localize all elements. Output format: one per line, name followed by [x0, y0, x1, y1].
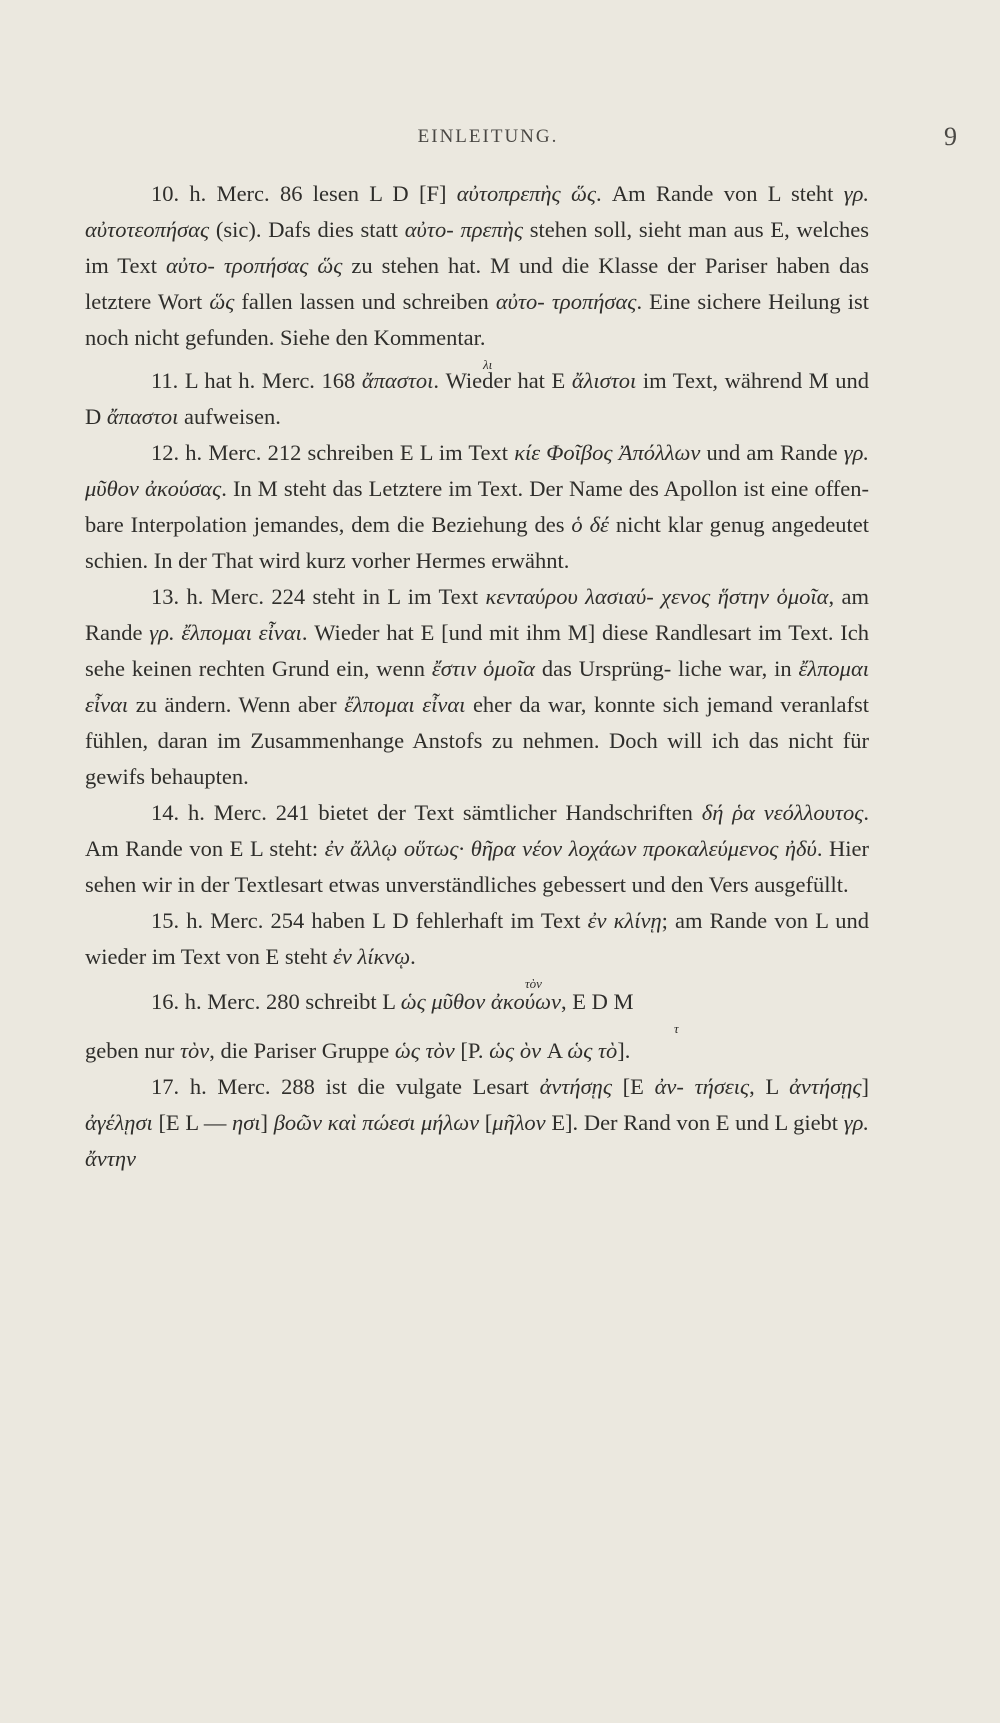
greek-text: ὡς ὸν: [489, 1038, 542, 1063]
text-segment: 15. h. Merc. 254 haben L D fehlerhaft im Text: [151, 908, 588, 933]
greek-text: τροπήσας ὥς: [223, 253, 343, 278]
text-segment: aufweisen.: [178, 404, 281, 429]
greek-text: μῆλον: [492, 1110, 546, 1135]
greek-text: εἶναι: [422, 692, 466, 717]
text-segment: eher da war, konnte sich jemand veranlafst fühlen,: [85, 692, 869, 753]
greek-text: ὁ δέ: [571, 512, 609, 537]
greek-text: ἀν-: [654, 1074, 684, 1099]
text-segment: [E: [611, 1074, 655, 1099]
text-segment: . Wieder hat: [301, 620, 414, 645]
interlinear-correction: τ: [674, 1021, 679, 1036]
text-segment: , die Pariser Gruppe: [209, 1038, 395, 1063]
greek-text: δή ῥα νεόλλουτος: [701, 800, 864, 825]
body-text: [85, 176, 869, 1177]
greek-text: αὐτο-: [404, 217, 454, 242]
greek-text: ἔλπομαι εἶναι: [85, 656, 870, 717]
greek-text: μήλων: [421, 1110, 480, 1135]
text-segment: E]. Der Rand von E und L giebt: [545, 1110, 844, 1135]
greek-text: τὸν: [179, 1038, 210, 1063]
text-segment: das Ursprüng-: [534, 656, 672, 681]
text-segment: [P.: [454, 1038, 490, 1063]
paragraph: [85, 1069, 869, 1177]
text-segment: , am Rande: [85, 584, 869, 645]
text-segment: fallen lassen und schreiben: [234, 289, 496, 314]
text-segment: 14. h. Merc. 241 bietet der Text sämtlicher Handschriften: [151, 800, 693, 825]
text-segment: 12. h. Merc. 212 schreiben E L im Text: [151, 440, 515, 465]
text-segment: von L steht: [723, 181, 844, 206]
text-segment: 16. h. Merc. 280 schreibt L: [151, 989, 401, 1014]
text-segment: stehen soll, sieht man aus E, welches im Text: [85, 217, 869, 278]
greek-text: τήσεις: [694, 1074, 750, 1099]
greek-text: ἄπαστοι: [361, 368, 434, 393]
greek-text: αὐτο-: [495, 289, 545, 314]
text-segment: ]: [260, 1110, 274, 1135]
text-segment: zu ändern. Wenn aber: [128, 692, 345, 717]
text-segment: [E L —: [152, 1110, 233, 1135]
text-segment: der Textlesart etwas unverständliches gebessert und den Vers: [200, 872, 749, 897]
text-segment: liche war, in: [678, 656, 799, 681]
paragraph: [85, 435, 869, 579]
text-segment: ;: [661, 908, 668, 933]
greek-text: γρ. μῦθον ἀκούσας: [85, 440, 870, 501]
text-segment: ]: [861, 1074, 869, 1099]
greek-text: ἀντήσῃς: [539, 1074, 612, 1099]
greek-text: γρ. αὐτοτεοπήσας: [85, 181, 870, 242]
text-segment: . Eine sichere Heilung ist noch nicht gefunden.: [85, 289, 869, 350]
greek-text: ἀντήσῃς: [789, 1074, 862, 1099]
interlinear-correction: τὸν: [525, 976, 542, 991]
text-segment: am Rande von L und wieder im Text von E steht: [85, 908, 869, 969]
greek-text: αὐτο-: [165, 253, 215, 278]
greek-text: ἐν κλίνῃ: [587, 908, 662, 933]
interlinear-correction: λι: [483, 357, 493, 372]
text-segment: ].: [617, 1038, 631, 1063]
text-segment: E [und mit ihm M] diese Randlesart im Text. Ich sehe: [85, 620, 870, 681]
text-segment: , E D M: [560, 989, 634, 1014]
text-segment: . Wieder hat E: [433, 368, 572, 393]
greek-text: ἀγέλῃσι: [85, 1110, 153, 1135]
text-segment: 17. h. Merc. 288 ist die vulgate Lesart: [151, 1074, 540, 1099]
paragraph: [85, 795, 869, 903]
text-segment: Siehe den Kommentar.: [279, 325, 486, 350]
text-segment: daran im Zusammenhange Anstofs zu nehmen. Doch will: [157, 728, 703, 753]
greek-text: Ἀπόλλων: [618, 440, 701, 465]
text-segment: das Letztere im Text. Der Name des Apollon ist eine offen-: [332, 476, 870, 501]
greek-text: ὡς τὸν: [394, 1038, 455, 1063]
paragraph: [85, 579, 869, 795]
text-segment: im Text, während M und D: [85, 368, 869, 429]
text-segment: und am Rande: [700, 440, 844, 465]
greek-text: αὐτοπρεπὴς ὥς: [456, 181, 596, 206]
greek-text: γρ. ἄντην: [85, 1110, 869, 1171]
greek-text: ησι: [232, 1110, 261, 1135]
paragraph: [85, 903, 869, 975]
text-segment: 13. h. Merc. 224 steht in L im Text: [151, 584, 486, 609]
greek-text: γρ. ἔλπομαι εἶναι: [149, 620, 302, 645]
text-segment: keinen rechten Grund ein, wenn: [131, 656, 432, 681]
greek-text: ὡς τὸ: [567, 1038, 618, 1063]
text-segment: ich das nicht für gewifs behaupten.: [85, 728, 869, 789]
greek-text: κενταύρου λασιαύ-: [485, 584, 654, 609]
greek-text: βοῶν καὶ πώεσι: [273, 1110, 416, 1135]
page-number: 9: [944, 122, 957, 151]
text-segment: . Am Rande von E L steht:: [85, 800, 869, 861]
text-segment: nicht klar genug angedeutet schien. In der That wird kurz: [85, 512, 869, 573]
greek-text: ἔστιν ὁμοῖα: [431, 656, 535, 681]
text-segment: bare Interpolation jemandes, dem die Beziehung des: [85, 512, 572, 537]
paragraph: [85, 363, 869, 435]
text-segment: . Hier sehen wir in: [85, 836, 870, 897]
text-segment: geben nur: [85, 1038, 180, 1063]
greek-text: ἔλπομαι: [344, 692, 415, 717]
text-segment: 11. L hat h. Merc. 168: [151, 368, 362, 393]
text-segment: vorher Hermes erwähnt.: [351, 548, 570, 573]
text-segment: ausgefüllt.: [754, 872, 849, 897]
greek-text: χενος ἥστην ὁμοῖα: [661, 584, 829, 609]
running-header: EINLEITUNG.: [417, 126, 559, 147]
greek-text: πρεπὴς: [460, 217, 523, 242]
greek-text: ὡς μῦθον ἀκούων: [400, 989, 561, 1014]
text-segment: (sic). Dafs dies statt: [209, 217, 405, 242]
text-segment: A: [541, 1038, 568, 1063]
greek-text: κίε Φοῖβος: [514, 440, 613, 465]
paragraph: [85, 176, 869, 356]
text-segment: . Am Rande: [596, 181, 714, 206]
greek-text: θῆρα νέον λοχάων προκαλεύμενος ἠδύ: [470, 836, 817, 861]
text-segment: 10. h. Merc. 86 lesen L D [F]: [151, 181, 457, 206]
greek-text: ὥς: [209, 289, 235, 314]
greek-text: ἐν ἄλλῳ οὕτως·: [324, 836, 465, 861]
greek-text: ἄπαστοι: [106, 404, 179, 429]
text-segment: [: [479, 1110, 493, 1135]
text-segment: .: [410, 944, 416, 969]
greek-text: ἐν λίκνῳ: [332, 944, 411, 969]
greek-text: ἄλιστοι: [571, 368, 637, 393]
text-segment: haben das letztere Wort: [85, 253, 870, 314]
greek-text: τροπήσας: [551, 289, 637, 314]
text-segment: . In M steht: [221, 476, 327, 501]
text-segment: zu stehen hat. M und die Klasse der Pariser: [342, 253, 768, 278]
text-segment: , L: [749, 1074, 790, 1099]
paragraph: [85, 1033, 869, 1069]
paragraph: [85, 984, 869, 1020]
